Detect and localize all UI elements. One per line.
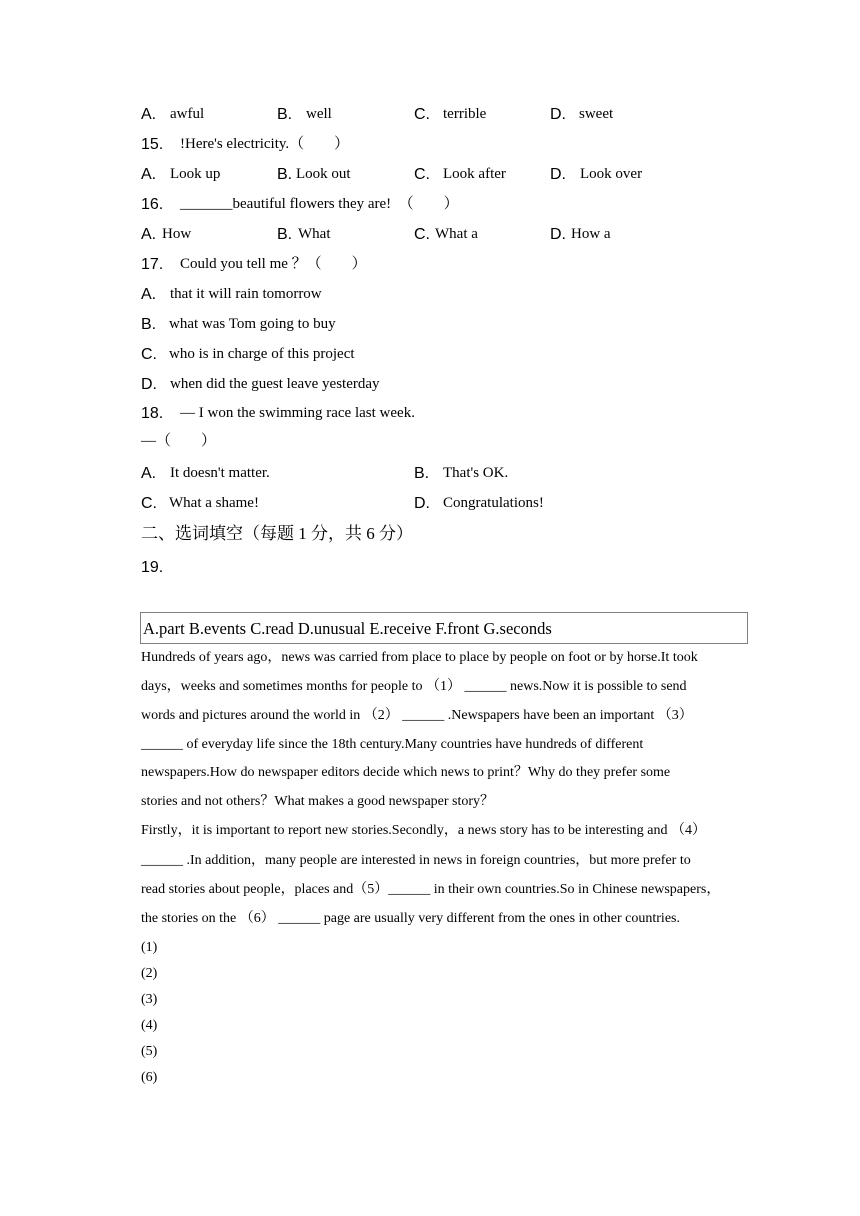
option-letter: C. xyxy=(414,166,430,183)
option-letter: B. xyxy=(277,166,293,183)
passage-line: stories and not others？What makes a good newspaper story？ xyxy=(141,794,495,809)
option-letter: B. xyxy=(277,226,293,243)
option-text: Look out xyxy=(296,166,351,182)
question-stem: — I won the swimming race last week. xyxy=(180,405,415,421)
option-letter: C. xyxy=(414,106,430,123)
answer-label: (5) xyxy=(141,1044,158,1059)
option-letter: A. xyxy=(141,286,157,303)
option-letter: C. xyxy=(141,495,157,512)
passage-line: ______ of everyday life since the 18th century.Many countries have hundreds of different xyxy=(141,737,644,752)
option-text: terrible xyxy=(443,106,487,122)
dialogue-response: —（ ） xyxy=(141,433,217,449)
option-text: How a xyxy=(571,226,611,242)
passage-line: Firstly，it is important to report new stories.Secondly，a news story has to be interesting and （4） xyxy=(141,823,706,838)
option-text: It doesn't matter. xyxy=(170,465,270,481)
passage-line: days，weeks and sometimes months for people to （1） ______ news.Now it is possible to send xyxy=(141,679,687,694)
option-text: Look up xyxy=(170,166,221,182)
option-letter: C. xyxy=(141,346,157,363)
option-text: when did the guest leave yesterday xyxy=(170,376,380,392)
option-letter: B. xyxy=(141,316,157,333)
option-letter: C. xyxy=(414,226,430,243)
option-text: Look after xyxy=(443,166,506,182)
question-stem: _______beautiful flowers they are! （ ） xyxy=(180,196,459,212)
word-bank-text: A.part B.events C.read D.unusual E.receive F.front G.seconds xyxy=(143,619,552,638)
answer-label: (2) xyxy=(141,966,158,981)
section-heading: 二、选词填空（每题 1 分，共 6 分） xyxy=(141,524,413,543)
option-text: Congratulations! xyxy=(443,495,544,511)
option-letter: D. xyxy=(550,226,566,243)
answer-label: (6) xyxy=(141,1070,158,1085)
option-text: Look over xyxy=(580,166,643,182)
option-text: How xyxy=(162,226,192,242)
option-letter: D. xyxy=(141,376,157,393)
option-text: awful xyxy=(170,106,205,122)
passage-line: the stories on the （6） ______ page are usually very different from the ones in other countries. xyxy=(141,911,680,926)
option-letter: A. xyxy=(141,106,157,123)
answer-label: (3) xyxy=(141,992,158,1007)
option-text: well xyxy=(306,106,332,122)
option-letter: D. xyxy=(550,166,566,183)
option-letter: A. xyxy=(141,166,157,183)
answer-label: (1) xyxy=(141,940,158,955)
passage-line: Hundreds of years ago，news was carried from place to place by people on foot or by horse.It took xyxy=(141,650,698,665)
option-letter: A. xyxy=(141,226,157,243)
question-stem: !Here's electricity.（ ） xyxy=(180,136,350,152)
option-text: sweet xyxy=(579,106,614,122)
option-text: who is in charge of this project xyxy=(169,346,355,362)
passage-line: ______ .In addition，many people are interested in news in foreign countries，but more prefer to xyxy=(141,853,691,868)
option-text: that it will rain tomorrow xyxy=(170,286,322,302)
option-text: What xyxy=(298,226,331,242)
option-letter: B. xyxy=(277,106,293,123)
question-number: 16. xyxy=(141,196,164,213)
option-text: what was Tom going to buy xyxy=(169,316,336,332)
option-letter: A. xyxy=(141,465,157,482)
option-letter: B. xyxy=(414,465,430,482)
option-letter: D. xyxy=(414,495,430,512)
question-number: 19. xyxy=(141,559,164,576)
question-number: 17. xyxy=(141,256,164,273)
passage-line: read stories about people，places and（5）______ in their own countries.So in Chinese newspapers， xyxy=(141,882,721,897)
option-text: That's OK. xyxy=(443,465,509,481)
question-number: 18. xyxy=(141,405,164,422)
passage-line: words and pictures around the world in （2） ______ .Newspapers have been an important （3） xyxy=(141,708,693,723)
option-letter: D. xyxy=(550,106,566,123)
option-text: What a xyxy=(435,226,478,242)
question-number: 15. xyxy=(141,136,164,153)
answer-label: (4) xyxy=(141,1018,158,1033)
option-text: What a shame! xyxy=(169,495,259,511)
word-bank-box xyxy=(140,612,748,644)
passage-line: newspapers.How do newspaper editors decide which news to print？Why do they prefer some xyxy=(141,765,671,780)
question-stem: Could you tell me ？（ ） xyxy=(180,256,367,272)
